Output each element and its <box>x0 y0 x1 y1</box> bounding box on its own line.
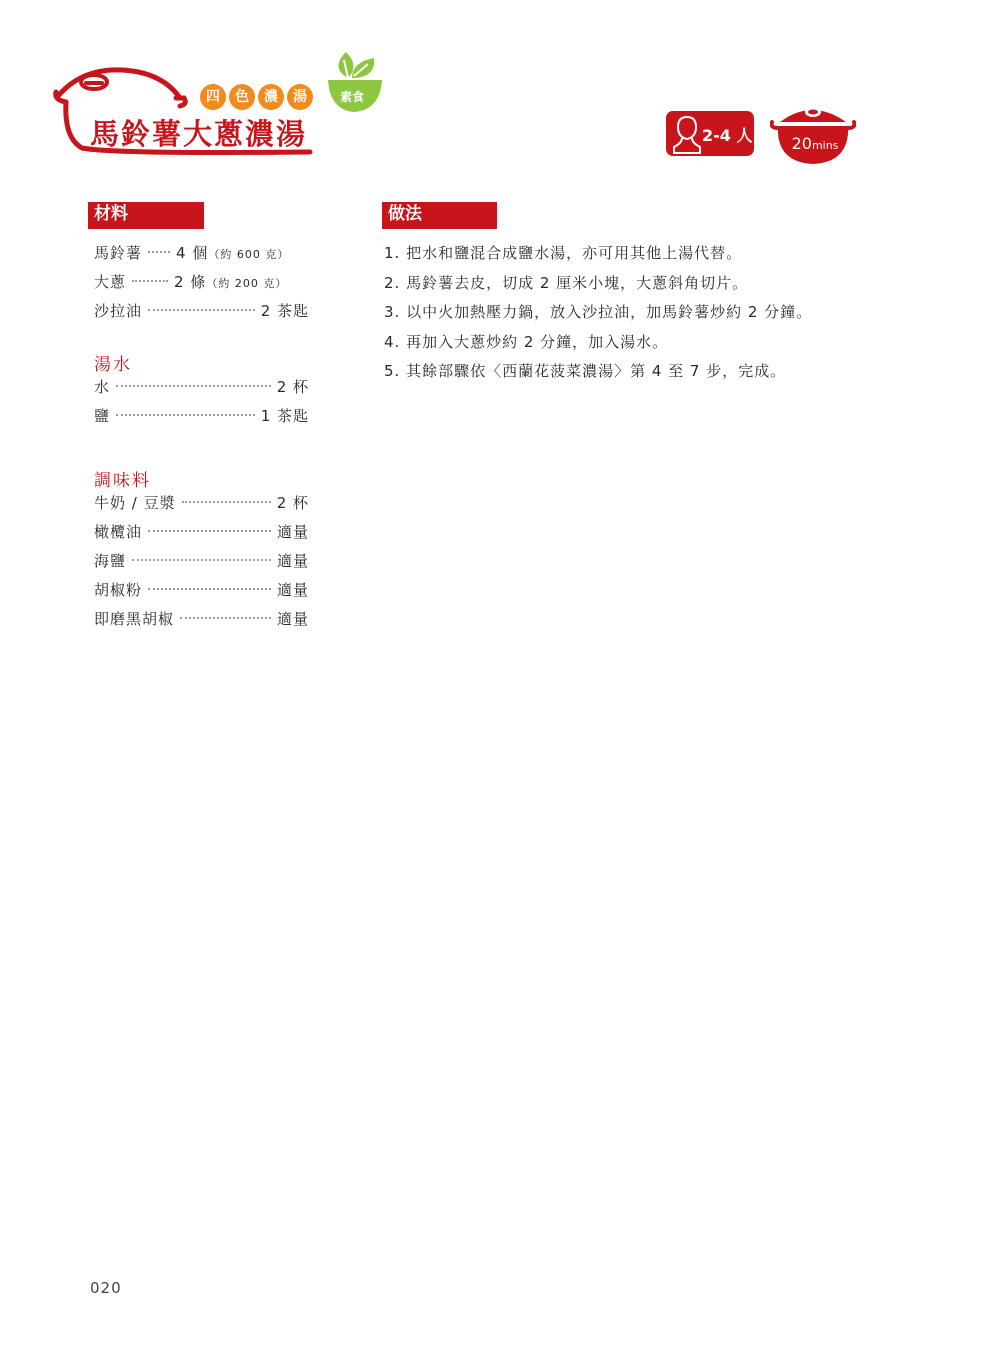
method-header-label: 做法 <box>382 202 497 227</box>
method-step: 1. 把水和鹽混合成鹽水湯，亦可用其他上湯代替。 <box>384 244 743 262</box>
cooking-time-text <box>780 134 850 153</box>
time-value: 20 <box>791 134 812 153</box>
ingredient-name: 橄欖油 <box>94 523 143 541</box>
ingredient-name: 水 <box>94 378 111 396</box>
ingredient-name: 鹽 <box>94 407 111 425</box>
ingredient-row <box>94 521 309 550</box>
time-unit: mins <box>811 139 839 152</box>
method-steps-list <box>384 242 904 390</box>
ingredient-name: 胡椒粉 <box>94 581 143 599</box>
ingredient-name: 牛奶 / 豆漿 <box>94 494 176 512</box>
ingredient-name: 海鹽 <box>94 552 127 570</box>
person-icon <box>670 113 704 155</box>
ingredient-row <box>94 405 309 434</box>
series-char: 湯 <box>287 84 313 110</box>
ingredient-qty: 1 茶匙 <box>260 407 309 425</box>
leader-dots <box>148 309 255 311</box>
seasoning-heading: 調味料 <box>94 471 151 491</box>
leader-dots <box>182 501 271 503</box>
leader-dots <box>148 530 271 532</box>
ingredient-row <box>94 271 309 300</box>
leader-dots <box>116 414 255 416</box>
ingredient-row <box>94 492 309 521</box>
page-number: 020 <box>90 1279 122 1297</box>
vegetarian-label: 素食 <box>339 90 364 104</box>
ingredient-name: 馬鈴薯 <box>94 244 143 262</box>
ingredient-name: 即磨黑胡椒 <box>94 610 175 628</box>
broth-list <box>94 376 309 434</box>
servings-badge <box>666 111 754 156</box>
ingredient-row <box>94 550 309 579</box>
leader-dots <box>116 385 271 387</box>
broth-heading: 湯水 <box>94 355 132 375</box>
ingredient-row <box>94 300 309 329</box>
ingredient-note: （約 200 克） <box>206 277 288 290</box>
leader-dots <box>132 280 168 282</box>
ingredient-qty: 2 杯 <box>276 494 309 512</box>
vegetarian-badge <box>326 46 394 114</box>
method-step: 4. 再加入大蔥炒約 2 分鐘，加入湯水。 <box>384 332 669 351</box>
ingredient-qty: 4 個 <box>176 244 209 262</box>
series-char: 色 <box>229 84 255 110</box>
pot-icon <box>770 100 856 166</box>
method-header <box>382 202 497 229</box>
ingredient-qty: 適量 <box>276 581 309 599</box>
ingredient-row <box>94 242 309 271</box>
materials-header-label: 材料 <box>88 202 204 227</box>
ingredient-note: （約 600 克） <box>208 248 290 261</box>
main-ingredients-list <box>94 242 309 329</box>
leader-dots <box>148 588 271 590</box>
ingredient-qty: 2 茶匙 <box>260 302 309 320</box>
ingredient-row <box>94 608 309 637</box>
leader-dots <box>148 251 170 253</box>
leader-dots <box>132 559 271 561</box>
recipe-title: 馬鈴薯大蔥濃湯 <box>90 117 308 151</box>
leader-dots <box>180 617 271 619</box>
ingredient-row <box>94 376 309 405</box>
method-step: 5. 其餘部驟依〈西蘭花菠菜濃湯〉第 4 至 7 步，完成。 <box>384 362 787 380</box>
ingredient-qty: 2 杯 <box>276 378 309 396</box>
method-step: 3. 以中火加熱壓力鍋，放入沙拉油，加馬鈴薯炒約 2 分鐘。 <box>384 303 813 321</box>
series-char: 四 <box>200 84 226 110</box>
ingredient-name: 沙拉油 <box>94 302 143 320</box>
ingredient-name: 大蔥 <box>94 273 127 291</box>
ingredient-qty: 適量 <box>276 610 309 628</box>
ingredient-row <box>94 579 309 608</box>
series-char: 濃 <box>258 84 284 110</box>
ingredient-qty: 適量 <box>276 523 309 541</box>
method-step: 2. 馬鈴薯去皮，切成 2 厘米小塊，大蔥斜角切片。 <box>384 273 749 292</box>
materials-header <box>88 202 204 229</box>
ingredient-qty: 2 條 <box>174 273 207 291</box>
cooking-time-badge <box>770 100 856 166</box>
seasoning-list <box>94 492 309 637</box>
servings-text: 2-4 人 <box>702 126 753 145</box>
ingredient-qty: 適量 <box>276 552 309 570</box>
series-badges <box>200 84 313 110</box>
